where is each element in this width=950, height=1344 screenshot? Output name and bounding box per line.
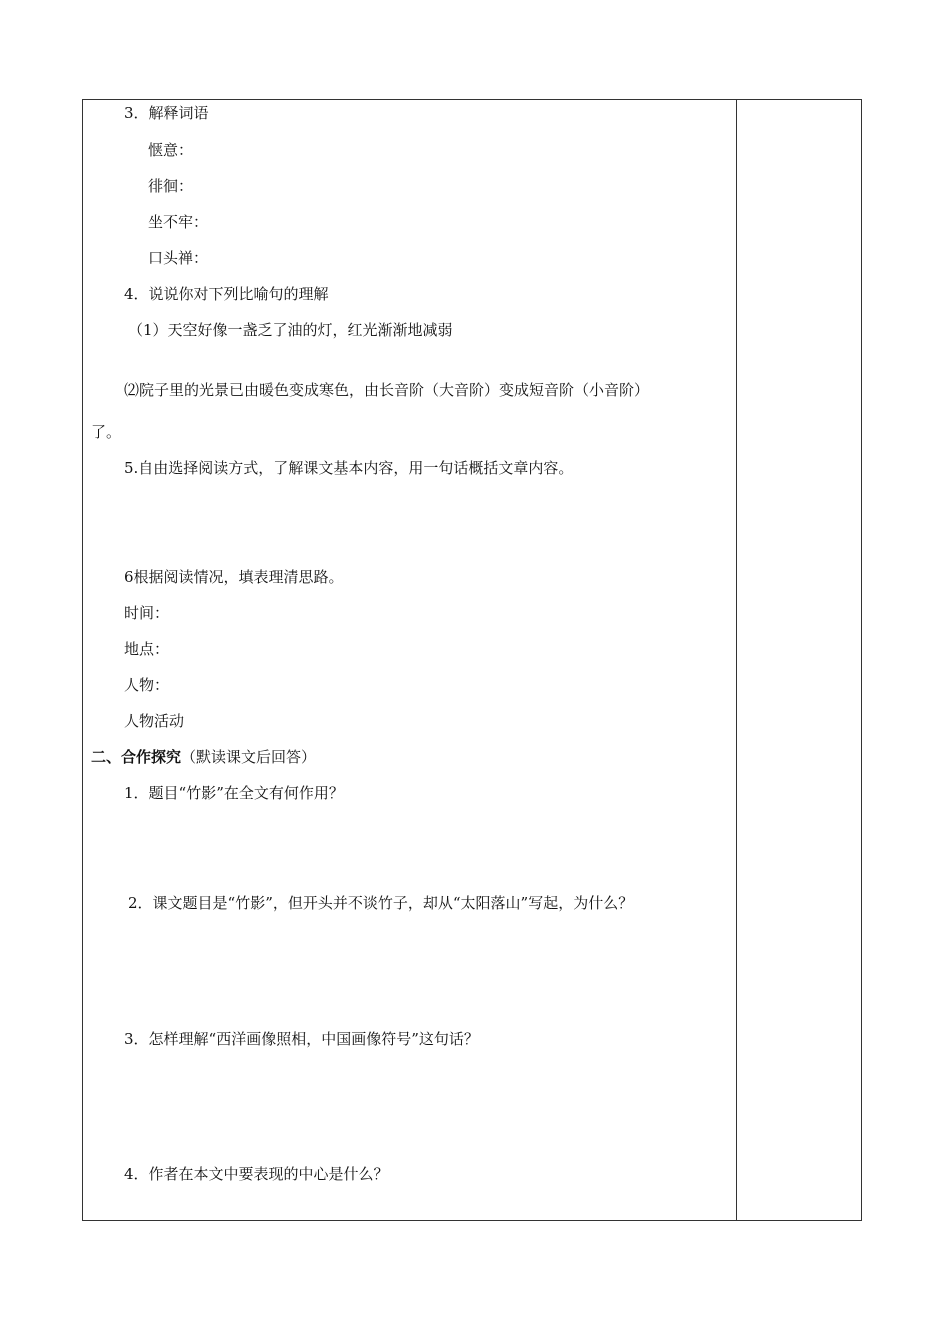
word-paihuai: 徘徊： [148,177,194,195]
question-1: 1．题目“竹影”在全文有何作用？ [124,784,344,802]
word-qieyi: 惬意： [148,141,194,159]
question-3: 3．怎样理解“西洋画像照相，中国画像符号”这句话？ [124,1030,479,1048]
item-5-heading: 5.自由选择阅读方式，了解课文基本内容，用一句话概括文章内容。 [124,459,574,477]
item-4-heading: 4．说说你对下列比喻句的理解 [124,285,329,303]
question-2: 2．课文题目是“竹影”，但开头并不谈竹子，却从“太阳落山”写起，为什么？ [128,894,634,912]
section-2-note: （默读课文后回答） [181,748,317,766]
field-characters: 人物： [124,676,170,694]
column-divider [736,100,737,1220]
metaphor-1: （1）天空好像一盏乏了油的灯，红光渐渐地减弱 [128,321,453,339]
metaphor-2-continued: 了。 [91,423,122,441]
section-2-title: 二、合作探究 [91,748,182,766]
metaphor-2: ⑵院子里的光景已由暖色变成寒色，由长音阶（大音阶）变成短音阶（小音阶） [124,381,650,399]
word-zuobulao: 坐不牢： [148,213,209,231]
field-activities: 人物活动 [124,712,185,730]
field-place: 地点： [124,640,170,658]
question-4: 4．作者在本文中要表现的中心是什么？ [124,1165,389,1183]
item-3-heading: 3．解释词语 [124,104,209,122]
section-2-heading [91,747,316,767]
worksheet-table [82,99,862,1221]
item-6-heading: 6根据阅读情况，填表理清思路。 [124,568,344,586]
word-koutouchan: 口头禅： [148,249,209,267]
field-time: 时间： [124,604,170,622]
